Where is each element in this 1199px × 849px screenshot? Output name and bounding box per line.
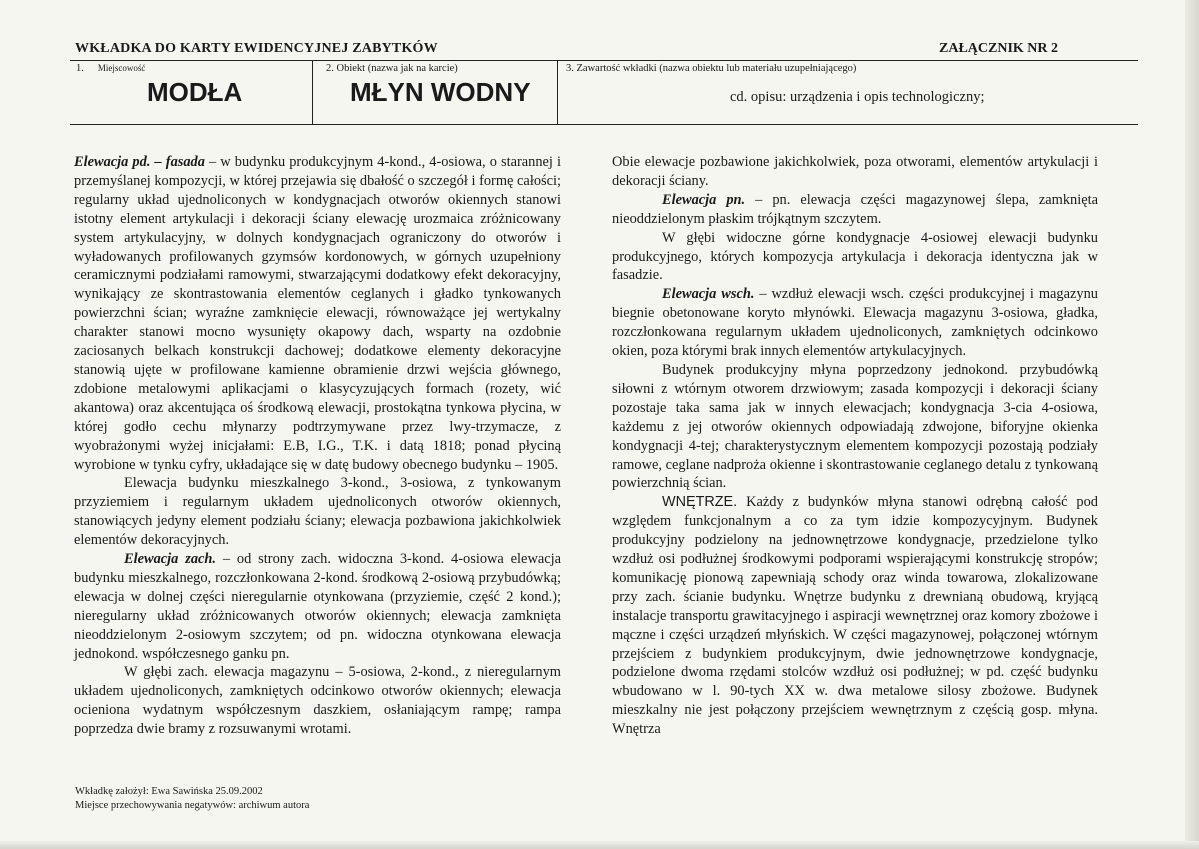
scan-edge-right [1185, 0, 1199, 849]
paragraph-upper-storeys: W głębi widoczne górne kondygnacje 4-osiowej elewacji budynku produkcyjnego, których kompozycja artykulacja i dekoracja identyczna jak w fasadzie. [612, 229, 1098, 284]
interior-heading: WNĘTRZE. [662, 494, 738, 511]
paragraph-east-facade [612, 285, 1098, 361]
object-value: MŁYN WODNY [350, 77, 531, 107]
left-column [74, 153, 561, 739]
content-value: cd. opisu: urządzenia i opis technologiczny; [730, 89, 985, 105]
field-divider-2 [557, 61, 558, 124]
paragraph-residential-facade: Elewacja budynku mieszkalnego 3-kond., 3-osiowa, z tynkowanym przyziemiem i regularnym układem ujednoliconych otworów okiennych, stanowiących jedyny element podziału ściany; elewacja pozbawiona jakichkolwiek elementów dekoracyjnych. [74, 475, 561, 549]
north-facade-text: – pn. elewacja części magazynowej ślepa, zamknięta nieoddzielonym płaskim trójkątnym szczytem. [612, 191, 1098, 227]
content-field-label: 3. Zawartość wkładki (nazwa obiektu lub materiału uzupełniającego) [566, 63, 857, 74]
form-title: WKŁADKA DO KARTY EWIDENCYJNEJ ZABYTKÓW [75, 41, 438, 56]
footer-created-by: Wkładkę założył: Ewa Sawińska 25.09.2002 [75, 786, 263, 797]
locality-value: MODŁA [147, 77, 243, 107]
object-field-label: 2. Obiekt (nazwa jak na karcie) [326, 63, 458, 74]
paragraph-north-facade [612, 191, 1098, 229]
footer-negatives-location: Miejsce przechowywania negatywów: archiwum autora [75, 800, 310, 811]
paragraph-west-facade [74, 550, 561, 663]
west-facade-text: – od strony zach. widoczna 3-kond. 4-osiowa elewacja budynku mieszkalnego, rozczłonkowana 2-kond. środkową 2-osiową przybudówką; elewacja w dolnej części nieregularnie otynkowana (przyziemie, część 2 kond.); nieregularny układ zróżnicowanych otworów okiennych; elewacja zamknięta nieoddzielonym 2-osiowym szczytem; od pn. widoczna otynkowana elewacja jednokond. współczesnego ganku pn. [74, 551, 561, 662]
scan-edge-bottom [0, 841, 1199, 849]
west-facade-heading: Elewacja zach. [124, 551, 217, 568]
east-facade-text: – wzdłuż elewacji wsch. części produkcyjnej i magazynu biegnie obetonowane koryto młynówki. Elewacja magazynu 3-osiowa, gładka, rozczłonkowana regularnym układem ujednoliconych, zamkniętych odcinkowo okien, poza którymi brak innych elementów artykulacyjnych. [612, 286, 1098, 360]
paragraph-interior [612, 493, 1098, 739]
east-facade-heading: Elewacja wsch. [662, 286, 755, 303]
interior-text: Każdy z budynków młyna stanowi odrębną całość pod względem funkcjonalnym a co za tym idzie kompozycyjnym. Budynek produkcyjny podzielony na jednownętrzowe kondygnacje, przedzielone tylko wzdłuż osi podłużnej środkowymi podporami wspierającymi konstrukcję stropów; komunikację pionową zapewniają schody oraz winda towarowa, zlokalizowane przy zach. ścianie budynku. Wnętrze budynku z drewnianą obudową, kryjącą instalacje transportu grawitacyjnego i aspiracji wewnętrznej oraz komory zbożowe i mączne i części urządzeń młyńskich. W części magazynowej, połączonej wtórnym przejściem z budynkiem produkcyjnym, dwie jednownętrzowe kondygnacje, podzielone dwoma rzędami stolców wzdłuż osi podłużnej; w pd. część budynku wbudowano w l. 90-tych XX w. dwa metalowe silosy zbożowe. Budynek mieszkalny nie jest połączony przejściem wewnętrznym z częścią gosp. młyna. Wnętrza [612, 494, 1098, 738]
locality-label: Miejscowość [97, 63, 146, 73]
paragraph-power-house: Budynek produkcyjny młyna poprzedzony jednokond. przybudówką siłowni z wtórnym otworem drzwiowym; zasada kompozycji i dekoracji ściany pozostaje taka sama jak w innych elewacjach; kondygnacja 3-cia 4-osiowa, każdemu z jej otworów okiennych odpowiadają zdwojone, biforyjne okienka kondygnacji 4-tej; charakterystycznym elementem kompozycji pozostają podziały ramowe, ceglane nadproża okienne i skontrastowanie ceglanego detalu z tynkowaną powierzchnią ścian. [612, 361, 1098, 492]
north-facade-heading: Elewacja pn. [662, 191, 746, 208]
right-column [612, 153, 1098, 739]
annex-label: ZAŁĄCZNIK NR 2 [939, 41, 1059, 56]
locality-field-label [76, 63, 145, 74]
paragraph-both-facades: Obie elewacje pozbawione jakichkolwiek, poza otworami, elementów artykulacji i dekoracji ściany. [612, 154, 1098, 189]
field-divider-1 [312, 61, 313, 124]
header-rule-bottom [70, 124, 1138, 125]
south-facade-heading: Elewacja pd. – fasada [74, 154, 205, 170]
south-facade-text: – w budynku produkcyjnym 4-kond., 4-osiowa, o starannej i przemyślanej kompozycji, w której przejawia się dbałość o szczegół i formę całości; regularny układ ujednoliconych w kondygnacjach otworów okiennych stanowi istotny element artykulacji i dekoracji ściany elewację urozmaica zróżnicowany system artykulacyjny, w dolnych kondygnacjach ograniczony do otworów i wyładowanych profilowanych gzymsów kordonowych, w górnych uzupełniony ceramicznymi podziałami ramowymi, stwarzającymi dodatkowy efekt dekoracyjny, wynikający ze skontrastowania elementów ceglanych i gładko tynkowanych powierzchni ścian; wyraźne zamknięcie elewacji, równoważące jej wertykalny charakter stanowi mocno wysunięty okapowy dach, wsparty na ozdobnie zaciosanych belkach konstrukcji dachowej; dodatkowe elementy dekoracyjne stanowią ujęte w profilowane kamienne obramienie drzwi wejścia głównego, zdobione metalowymi aplikacjami o klasycyzujących formach (rozety, wić akantowa) oraz akcentująca oś środkową elewacji, prostokątna tynkowa płycina, w której godło cechu młynarzy podtrzymywane przez lwy-trzymacze, z wyobrażonymi wyżej inicjałami: E.B, I.G., T.K. i datą 1818; ponad płyciną wyrobione w tynku cyfry, układające się w datę budowy obecnego budynku – 1905. [74, 154, 561, 473]
locality-number: 1. [76, 63, 84, 74]
paragraph-warehouse-west: W głębi zach. elewacja magazynu – 5-osiowa, 2-kond., z nieregularnym układem ujednoliconych, zamkniętych odcinkowo otworów okiennych; elewacja ocieniona wydatnym współczesnym daszkiem, osłaniającym rampę; rampa poprzedza dwie bramy z rozsuwanymi wrotami. [74, 664, 561, 738]
header-rule-top [70, 60, 1138, 61]
paragraph-south-facade [74, 153, 561, 474]
